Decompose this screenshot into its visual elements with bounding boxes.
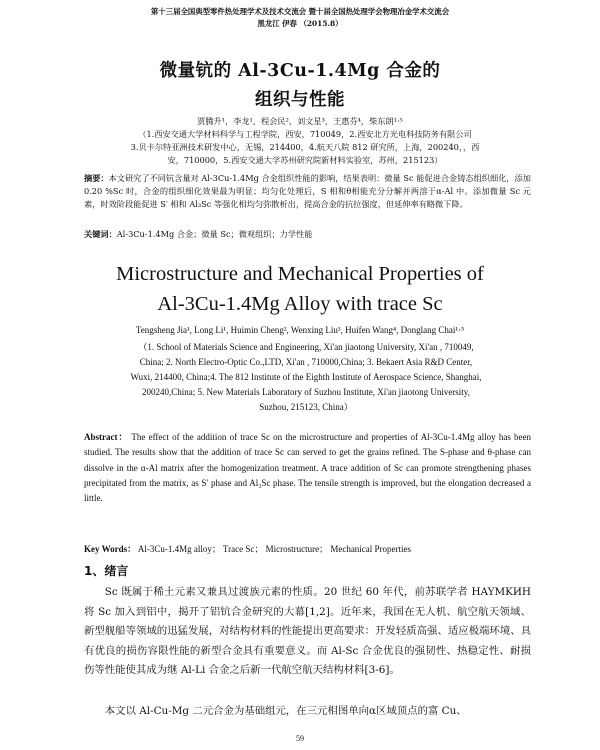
chinese-authors: 贾腾升¹，李龙¹，程会民²，刘文星³，王惠芬⁴，柴东朗¹·⁵: [197, 116, 403, 126]
english-affiliation-line: （1. School of Materials Science and Engineering, Xi'an jiaotong University, Xi'an , 710049,: [138, 342, 474, 352]
section-heading: 1、绪言: [84, 564, 129, 578]
chinese-keywords-text: Al-3Cu-1.4Mg 合金；微量 Sc；微观组织；力学性能: [116, 229, 313, 239]
chinese-keywords-label: 关键词：: [84, 229, 117, 239]
chinese-abstract-text: 本文研究了不同钪含量对 Al-3Cu-1.4Mg 合金组织性能的影响，结果表明：微量 Sc 能促进合金铸态组织细化，添加 0.20 %Sc 时，合金的组织细化效果最为明显；均匀化处理后，S 相和θ相能充分分解并两溶于α-Al 中。添加微量 Sc 元素，时效阶段能促进 S′ 相和 Al₃Sc 等强化相均匀弥散析出，提高合金的抗拉强度，但延伸率有略微下降。: [84, 173, 531, 210]
chinese-abstract: [84, 172, 531, 212]
conference-header-line2: 黑龙江 伊春 （2015.8）: [257, 19, 343, 28]
english-affiliation-line: China; 2. North Electro-Optic Co.,LTD, Xi'an , 710000,China; 3. Bekaert Asia R&D Center,: [139, 357, 473, 367]
english-affiliation-line: Suzhou, 215123, China）: [259, 402, 353, 412]
chinese-affiliation-line: 安，710000，5.西安交通大学苏州研究院新材料实验室，苏州，215123）: [167, 155, 443, 165]
english-title-line1: Microstructure and Mechanical Properties of: [116, 263, 484, 285]
chinese-affiliation-line: 3.贝卡尔特亚洲技术研发中心，无锡，214400，4.航天八院 812 研究所，上海，200240，，西: [130, 142, 480, 152]
chinese-title-line2: 组织与性能: [255, 90, 345, 110]
english-affiliation-line: 200240,China; 5. New Materials Laboratory of Suzhou Institute, Xi'an jiaotong University,: [142, 387, 470, 397]
english-abstract-text: The effect of the addition of trace Sc on the microstructure and properties of Al-3Cu-1.4Mg alloy has been studied. The results show that the addition of trace Sc can served to get the grains refined. The S-phase and θ-phase can dissolve in the α-Al matrix after the homogenization treatment. A trace addition of Sc can promote strengthening phases precipitated from the matrix, as S′ phase and Al₃Sc phase. The tensile strength is improved, but the elongation decreased a little.: [84, 432, 531, 504]
conference-header: [0, 6, 600, 30]
english-abstract: [84, 430, 531, 506]
english-title-line2: Al-3Cu-1.4Mg Alloy with trace Sc: [157, 293, 443, 315]
english-authors: Tengsheng Jia¹, Long Li¹, Huimin Cheng², Wenxing Liu³, Huifen Wang⁴, Donglang Chai¹·⁵: [135, 325, 465, 335]
chinese-keywords: [84, 228, 531, 241]
english-keywords: [84, 542, 531, 555]
english-affiliation: [86, 340, 526, 415]
chinese-affiliation-line: （1.西安交通大学材料科学与工程学院，西安，710049，2.西安北方光电科技防务有限公司: [138, 129, 472, 139]
english-affiliation-line: Wuxi, 214400, China;4. The 812 Institute of the Eighth Institute of Aerospace Science, Shanghai,: [130, 372, 482, 382]
chinese-abstract-label: 摘要：: [84, 173, 109, 183]
body-paragraph: Sc 既属于稀土元素又兼具过渡族元素的性质。20 世纪 60 年代，前苏联学者 HAYMKИH 将 Sc 加入到铝中，揭开了铝钪合金研究的大幕[1,2]。近年来，我国在无人机、航空航天领域、新型舰船等领域的迅猛发展，对结构材料的性能提出更高要求：开发轻质高强、适应极端环境、具有优良的损伤容限性能的新型合金具有重要意义。而 Al-Sc 合金优良的强韧性、热稳定性、耐损伤等性能使其成为继 Al-Li 合金之后新一代航空航天结构材料[3-6]。: [84, 586, 531, 677]
body-paragraph: 本文以 Al-Cu-Mg 二元合金为基础组元，在三元相图单向α区域顶点的富 Cu、: [104, 705, 467, 717]
chinese-title-line1: 微量钪的 Al-3Cu-1.4Mg 合金的: [159, 61, 441, 81]
chinese-affiliation: [85, 128, 525, 167]
english-keywords-label: Key Words：: [84, 544, 137, 554]
conference-header-line1: 第十三届全国典型零件热处理学术及技术交流会 暨十届全国热处理学会物理冶金学术交流会: [150, 7, 450, 16]
english-keywords-text: Al-3Cu-1.4Mg alloy； Trace Sc； Microstructure； Mechanical Properties: [136, 544, 412, 554]
page-number: 59: [296, 734, 304, 743]
english-abstract-label: Abstract：: [84, 432, 129, 442]
